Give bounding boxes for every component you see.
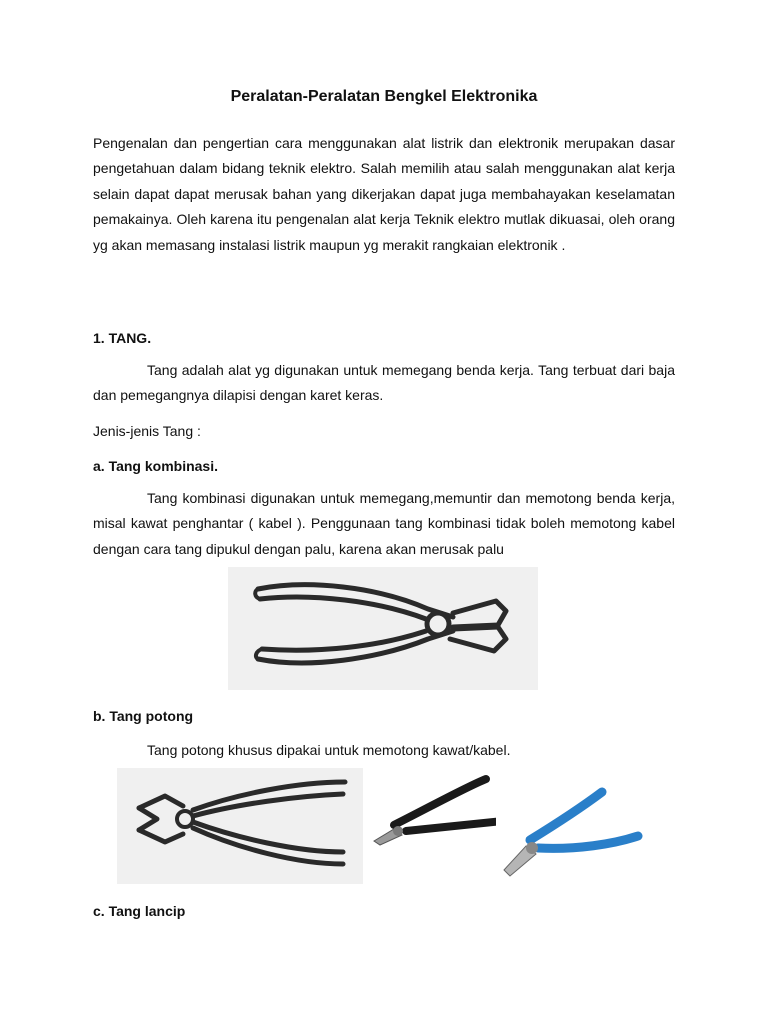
tang-potong-description: Tang potong khusus dipakai untuk memotong kawat/kabel. <box>147 742 511 758</box>
tang-description: Tang adalah alat yg digunakan untuk memegang benda kerja. Tang terbuat dari baja dan pemegangnya dilapisi dengan karet keras. <box>93 362 675 404</box>
subheading-tang-potong: b. Tang potong <box>93 708 194 724</box>
tang-types-label: Jenis-jenis Tang : <box>93 423 201 439</box>
subheading-tang-lancip: c. Tang lancip <box>93 903 186 919</box>
document-title: Peralatan-Peralatan Bengkel Elektronika <box>230 88 538 105</box>
subheading-tang-kombinasi: a. Tang kombinasi. <box>93 458 218 474</box>
cutting-pliers-sketch <box>117 768 363 884</box>
intro-paragraph: Pengenalan dan pengertian cara menggunakan alat listrik dan elektronik merupakan dasar pengetahuan dalam bidang teknik elektro. Salah memilih atau salah menggunakan alat kerja selain dapat dapat merusak bahan yang dikerjakan dapat juga membahayakan keselamatan pemakainya. Oleh karena itu pengenalan alat kerja Teknik elektro mutlak dikuasai, oleh orang yg akan memasang instalasi listrik maupun yg merakit rangkaian elektronik . <box>93 135 675 253</box>
combination-pliers-sketch <box>228 567 538 690</box>
blue-cutter-photo <box>496 784 646 880</box>
combination-pliers-image <box>228 567 538 690</box>
tang-kombinasi-description: Tang kombinasi digunakan untuk memegang,memuntir dan memotong benda kerja, misal kawat penghantar ( kabel ). Penggunaan tang kombinasi tidak boleh memotong kabel dengan cara tang dipukul dengan palu, karena akan merusak palu <box>93 490 675 557</box>
blue-cutter-illustration <box>496 784 646 880</box>
section-heading-tang: 1. TANG. <box>93 330 152 346</box>
cutting-pliers-sketch-image <box>117 768 363 884</box>
